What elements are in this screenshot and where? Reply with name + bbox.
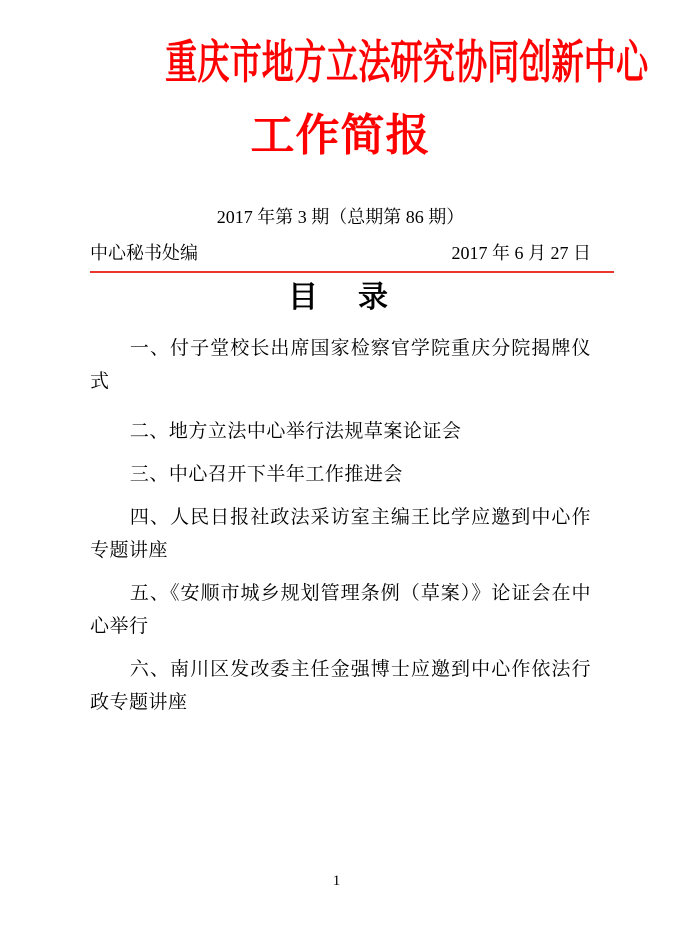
toc-item-5: 五、《安顺市城乡规划管理条例（草案）》论证会在中心举行: [90, 583, 591, 637]
toc-heading: 目 录: [288, 281, 393, 314]
toc-item-3: 三、中心召开下半年工作推进会: [129, 464, 403, 485]
toc-item-2: 二、地方立法中心举行法规草案论证会: [129, 421, 462, 442]
page-number: 1: [332, 873, 341, 889]
masthead-title-line2: 工作简报: [250, 111, 431, 160]
toc-item-6: 六、南川区发改委主任金强博士应邀到中心作依法行政专题讲座: [90, 659, 591, 713]
toc-item-1: 一、付子堂校长出席国家检察官学院重庆分院揭牌仪式: [90, 338, 591, 392]
toc-item-4: 四、人民日报社政法采访室主编王比学应邀到中心作专题讲座: [90, 507, 591, 561]
red-divider-rule: [90, 271, 614, 273]
document-page: [0, 38, 673, 942]
editor-date-row: [90, 242, 591, 264]
toc-list: [90, 332, 591, 719]
masthead-title-line1: 重庆市地方立法研究协同创新中心: [165, 37, 649, 88]
issue-info: 2017 年第 3 期（总期第 86 期）: [216, 207, 465, 227]
document-content: [0, 38, 673, 719]
issue-date: 2017 年 6 月 27 日: [451, 243, 591, 263]
editor-label: 中心秘书处编: [90, 243, 198, 263]
